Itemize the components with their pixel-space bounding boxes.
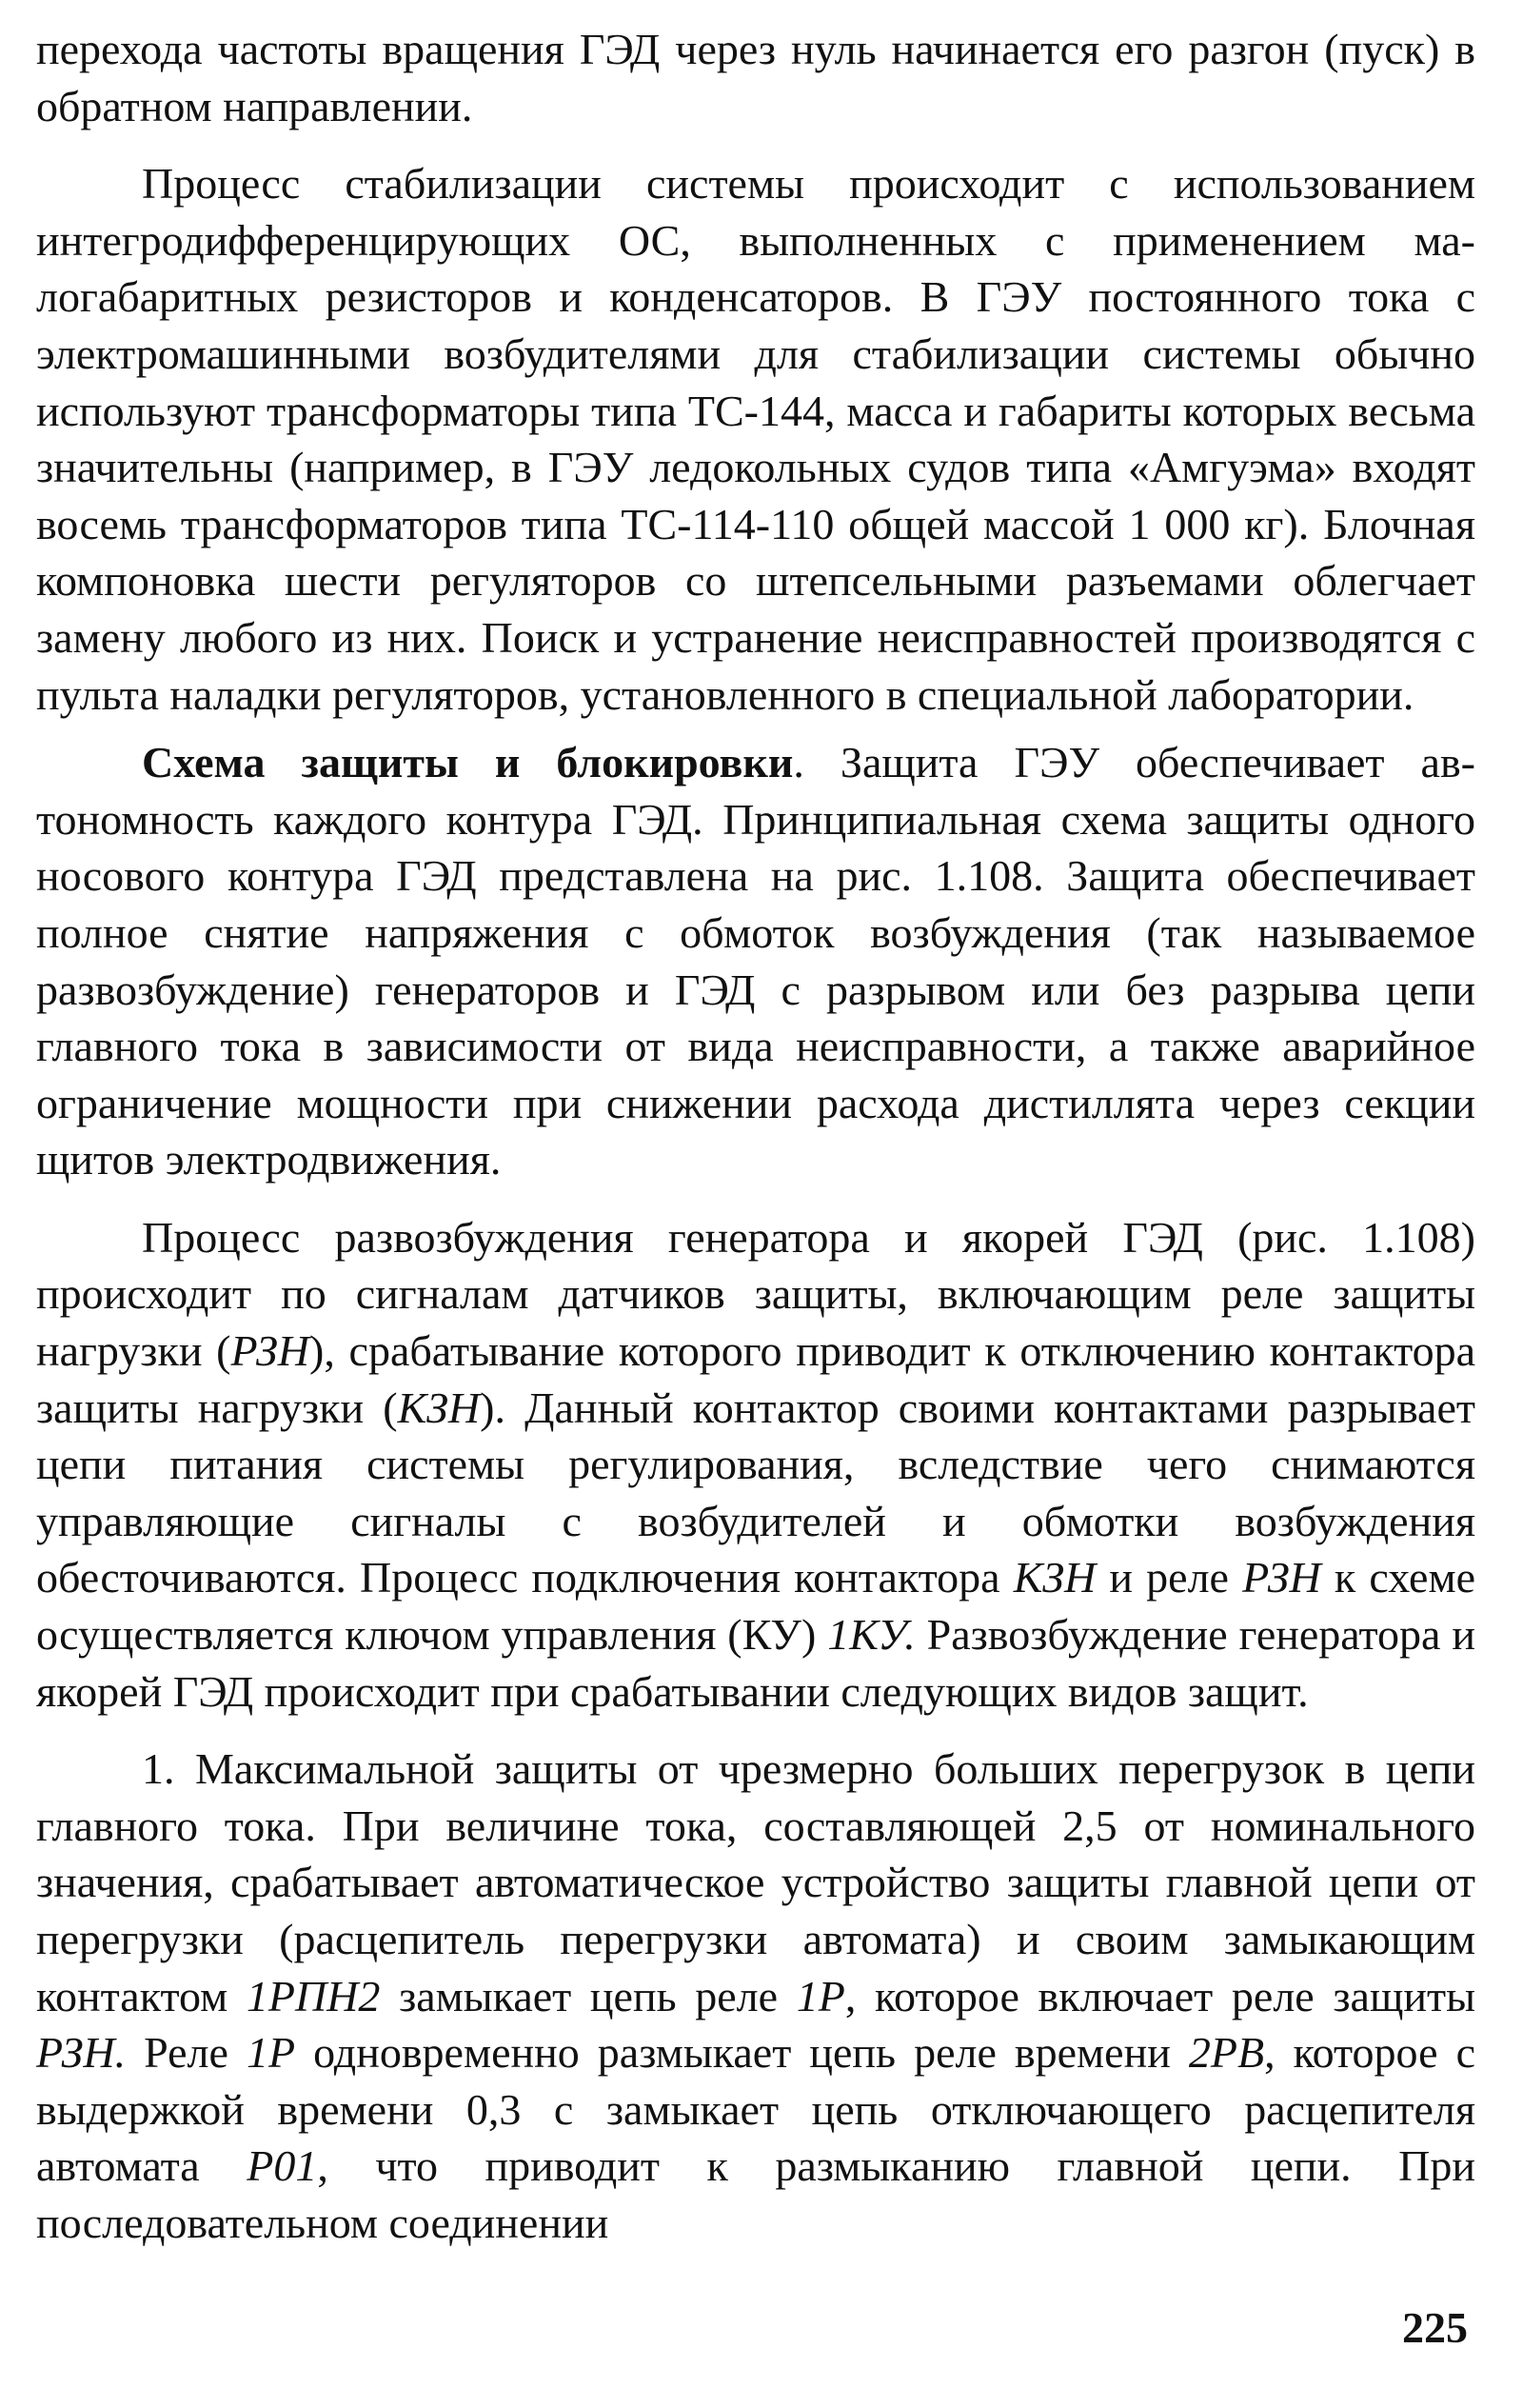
text-run: 1. Максимальной защиты от чрезмерно больших перегрузок в цепи главного тока. При величине тока, составляющей 2,5 от номинального значения, срабатывает автоматическое устройство защиты главной цепи от перегрузки (расцепитель перегрузки автомата) и своим замыкающим контактом (36, 1744, 1475, 2020)
text-run: замыкает цепь реле (380, 1971, 797, 2020)
text-run: , которое включает реле защиты (844, 1971, 1475, 2020)
text-run: к схеме осуществляется ключом управления (КУ) (36, 1553, 1476, 1660)
text-run: перехода частоты вращения ГЭД через нуль начинается его разгон (пуск) в обратном направлении. (36, 25, 1475, 130)
paragraph (36, 734, 1475, 1188)
text-run: , что приводит к размыканию главной цепи. При последовательном соединении (36, 2141, 1475, 2247)
text-run: 1Р (246, 2028, 296, 2078)
text-run: Процесс стабилизации системы происходит с использованием интегродифференцирующих ОС, выполненных с применением малогабаритных резисторов и конденсаторов. В ГЭУ постоянного тока с электромашинными возбудителями для стабилизации системы обычно используют трансформаторы типа ТС-144, масса и габариты которых весьма значительны (например, в ГЭУ ледокольных судов типа «Амгуэма» входят восемь трансформаторов типа ТС-114-110 общей массой 1 000 кг). Блочная компоновка шести регуляторов со штепсельными разъемами облегчает замену любого из них. Поиск и устранение неисправностей производятся с пульта наладки регуляторов, установленного в специальной лаборатории. (36, 159, 1475, 719)
text-run: Процесс развозбуждения генератора и якорей ГЭД (рис. 1.108) происходит по сигналам датчиков защиты, включающим реле защиты нагрузки ( (36, 1212, 1475, 1376)
paragraph (36, 1209, 1475, 1720)
text-run: 1КУ. (827, 1610, 916, 1660)
text-run: ), срабатывание которого приводит к отключению контактора защиты нагрузки ( (36, 1326, 1475, 1432)
text-run: РЗН (1242, 1553, 1321, 1602)
paragraph (36, 21, 1475, 134)
text-run: и реле (1096, 1553, 1243, 1602)
text-run: Схема защиты и блокировки (142, 738, 794, 787)
text-run: , которое с выдержкой времени 0,3 с замыкает цепь отключающего расцепителя автомата (36, 2028, 1476, 2191)
text-run: . Защита ГЭУ обеспечивает автономность каждого контура ГЭД. Принципиальная схема защиты одного носового контура ГЭД представлена на рис. 1.108. Защита обеспечивает полное снятие напряжения с обмоток возбуждения (так называемое развозбуждение) генераторов и ГЭД с разрывом или без разрыва цепи главного тока в зависимости от вида неисправности, а также аварийное ограничение мощности при снижении расхода дистиллята через секции щитов электродвижения. (36, 738, 1475, 1184)
text-run: КЗН (397, 1383, 481, 1432)
text-run: 1РПН2 (246, 1971, 381, 2020)
text-run: одновременно размыкает цепь реле времени (295, 2028, 1189, 2078)
text-run: РЗН. (36, 2028, 127, 2078)
paragraph (36, 155, 1475, 723)
text-run: ). Данный контактор своими контактами разрывает цепи питания системы регулирования, вследствие чего снимаются управляющие сигналы с возбудителей и обмотки возбуждения обесточиваются. Процесс подключения контактора (36, 1383, 1475, 1602)
text-run: 2РВ (1188, 2028, 1265, 2078)
text-run: Развозбуждение генератора и якорей ГЭД происходит при срабатывании следующих видов защит. (36, 1610, 1475, 1716)
text-run: РЗН (230, 1326, 310, 1376)
text-run: КЗН (1013, 1553, 1097, 1602)
text-run: 1Р (796, 1971, 845, 2020)
page-text (36, 21, 1475, 2252)
text-run: Реле (126, 2028, 247, 2078)
page-number: 225 (1402, 2303, 1468, 2352)
paragraph (36, 1741, 1475, 2251)
text-run: Р01 (247, 2141, 318, 2191)
